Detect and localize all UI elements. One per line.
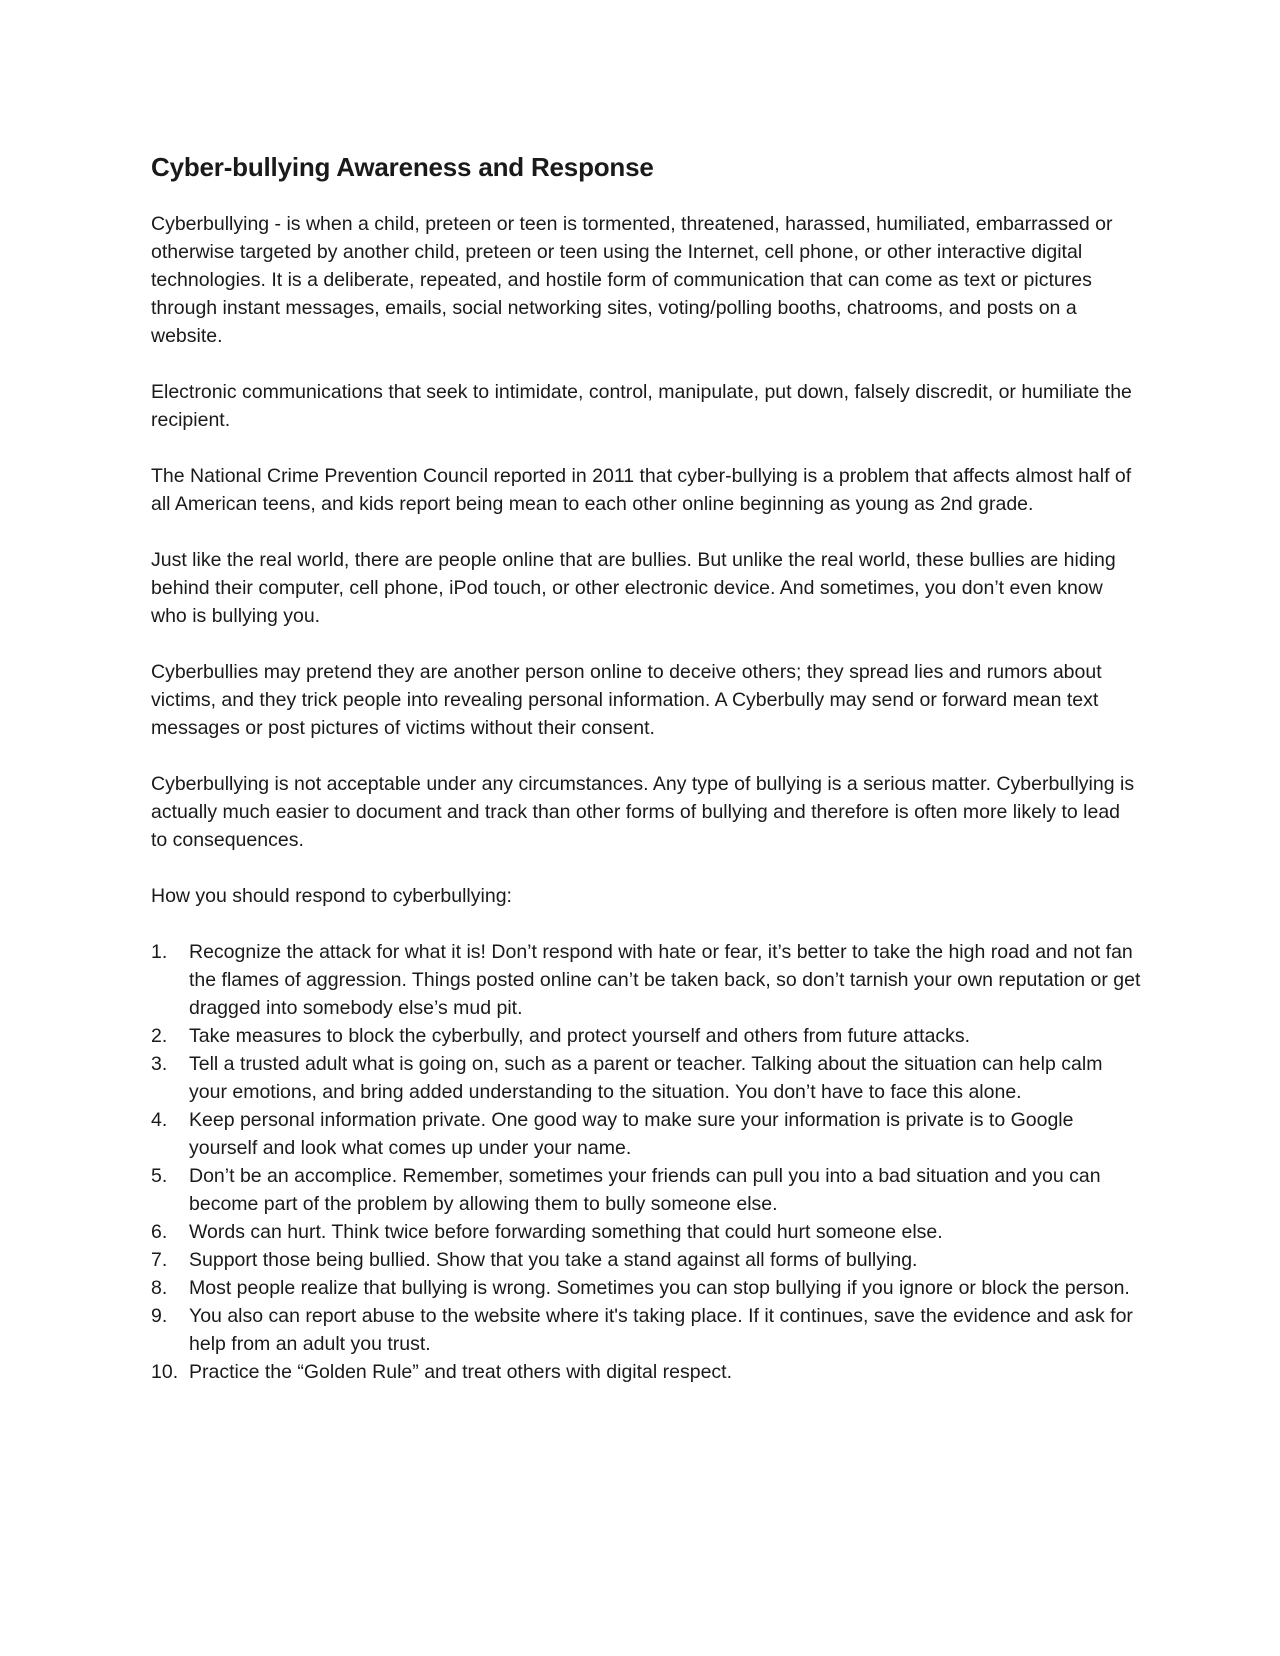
response-list [151,938,1141,1386]
list-item [151,1302,1141,1358]
list-item-number: 9. [151,1305,168,1327]
list-item-number: 10. [151,1361,179,1383]
list-item-number: 6. [151,1221,168,1243]
list-item-text: Practice the “Golden Rule” and treat others with digital respect. [189,1361,733,1383]
paragraph-not-acceptable: Cyberbullying is not acceptable under any circumstances. Any type of bullying is a serious matter. Cyberbullying is actually much easier to document and track than other forms of bullying and therefore is often more likely to lead to consequences. [151,773,1135,851]
document-page [151,150,1141,1386]
list-item-text: Words can hurt. Think twice before forwarding something that could hurt someone else. [189,1221,943,1243]
list-item-number: 2. [151,1025,168,1047]
list-item-text: Recognize the attack for what it is! Don’t respond with hate or fear, it’s better to take the high road and not fan the flames of aggression. Things posted online can’t be taken back, so don’t tarnish your own reputation or get dragged into somebody else’s mud pit. [189,941,1141,1019]
list-item [151,1218,1141,1246]
list-item-number: 5. [151,1165,168,1187]
paragraph-ncpc-report: The National Crime Prevention Council reported in 2011 that cyber-bullying is a problem that affects almost half of all American teens, and kids report being mean to each other online beginning as young as 2nd grade. [151,465,1132,515]
paragraph-real-world: Just like the real world, there are people online that are bullies. But unlike the real world, these bullies are hiding behind their computer, cell phone, iPod touch, or other electronic device. And sometimes, you don’t even know who is bullying you. [151,549,1116,627]
paragraph-cyberbully-tactics: Cyberbullies may pretend they are another person online to deceive others; they spread lies and rumors about victims, and they trick people into revealing personal information. A Cyberbully may send or forward mean text messages or post pictures of victims without their consent. [151,661,1102,739]
list-item-text: Take measures to block the cyberbully, and protect yourself and others from future attacks. [189,1025,971,1047]
list-item [151,1106,1141,1162]
list-item-number: 4. [151,1109,168,1131]
list-item [151,1358,1141,1386]
list-item-text: You also can report abuse to the website where it's taking place. If it continues, save the evidence and ask for help from an adult you trust. [189,1305,1133,1355]
list-item-number: 8. [151,1277,168,1299]
list-item-number: 3. [151,1053,168,1075]
document-title: Cyber-bullying Awareness and Response [151,152,654,182]
list-item [151,1050,1141,1106]
list-item [151,938,1141,1022]
list-item [151,1162,1141,1218]
list-item-number: 7. [151,1249,168,1271]
list-item-text: Most people realize that bullying is wrong. Sometimes you can stop bullying if you ignore or block the person. [189,1277,1130,1299]
paragraph-electronic-communications: Electronic communications that seek to intimidate, control, manipulate, put down, falsely discredit, or humiliate the recipient. [151,381,1132,431]
paragraph-definition: Cyberbullying - is when a child, preteen or teen is tormented, threatened, harassed, humiliated, embarrassed or otherwise targeted by another child, preteen or teen using the Internet, cell phone, or other interactive digital technologies. It is a deliberate, repeated, and hostile form of communication that can come as text or pictures through instant messages, emails, social networking sites, voting/polling booths, chatrooms, and posts on a website. [151,213,1113,347]
paragraph-how-to-respond: How you should respond to cyberbullying: [151,885,512,907]
list-item-text: Don’t be an accomplice. Remember, sometimes your friends can pull you into a bad situation and you can become part of the problem by allowing them to bully someone else. [189,1165,1101,1215]
list-item-number: 1. [151,941,168,963]
list-item-text: Keep personal information private. One good way to make sure your information is private is to Google yourself and look what comes up under your name. [189,1109,1074,1159]
list-item [151,1246,1141,1274]
list-item-text: Support those being bullied. Show that you take a stand against all forms of bullying. [189,1249,918,1271]
list-item [151,1022,1141,1050]
list-item-text: Tell a trusted adult what is going on, such as a parent or teacher. Talking about the situation can help calm your emotions, and bring added understanding to the situation. You don’t have to face this alone. [189,1053,1103,1103]
list-item [151,1274,1141,1302]
